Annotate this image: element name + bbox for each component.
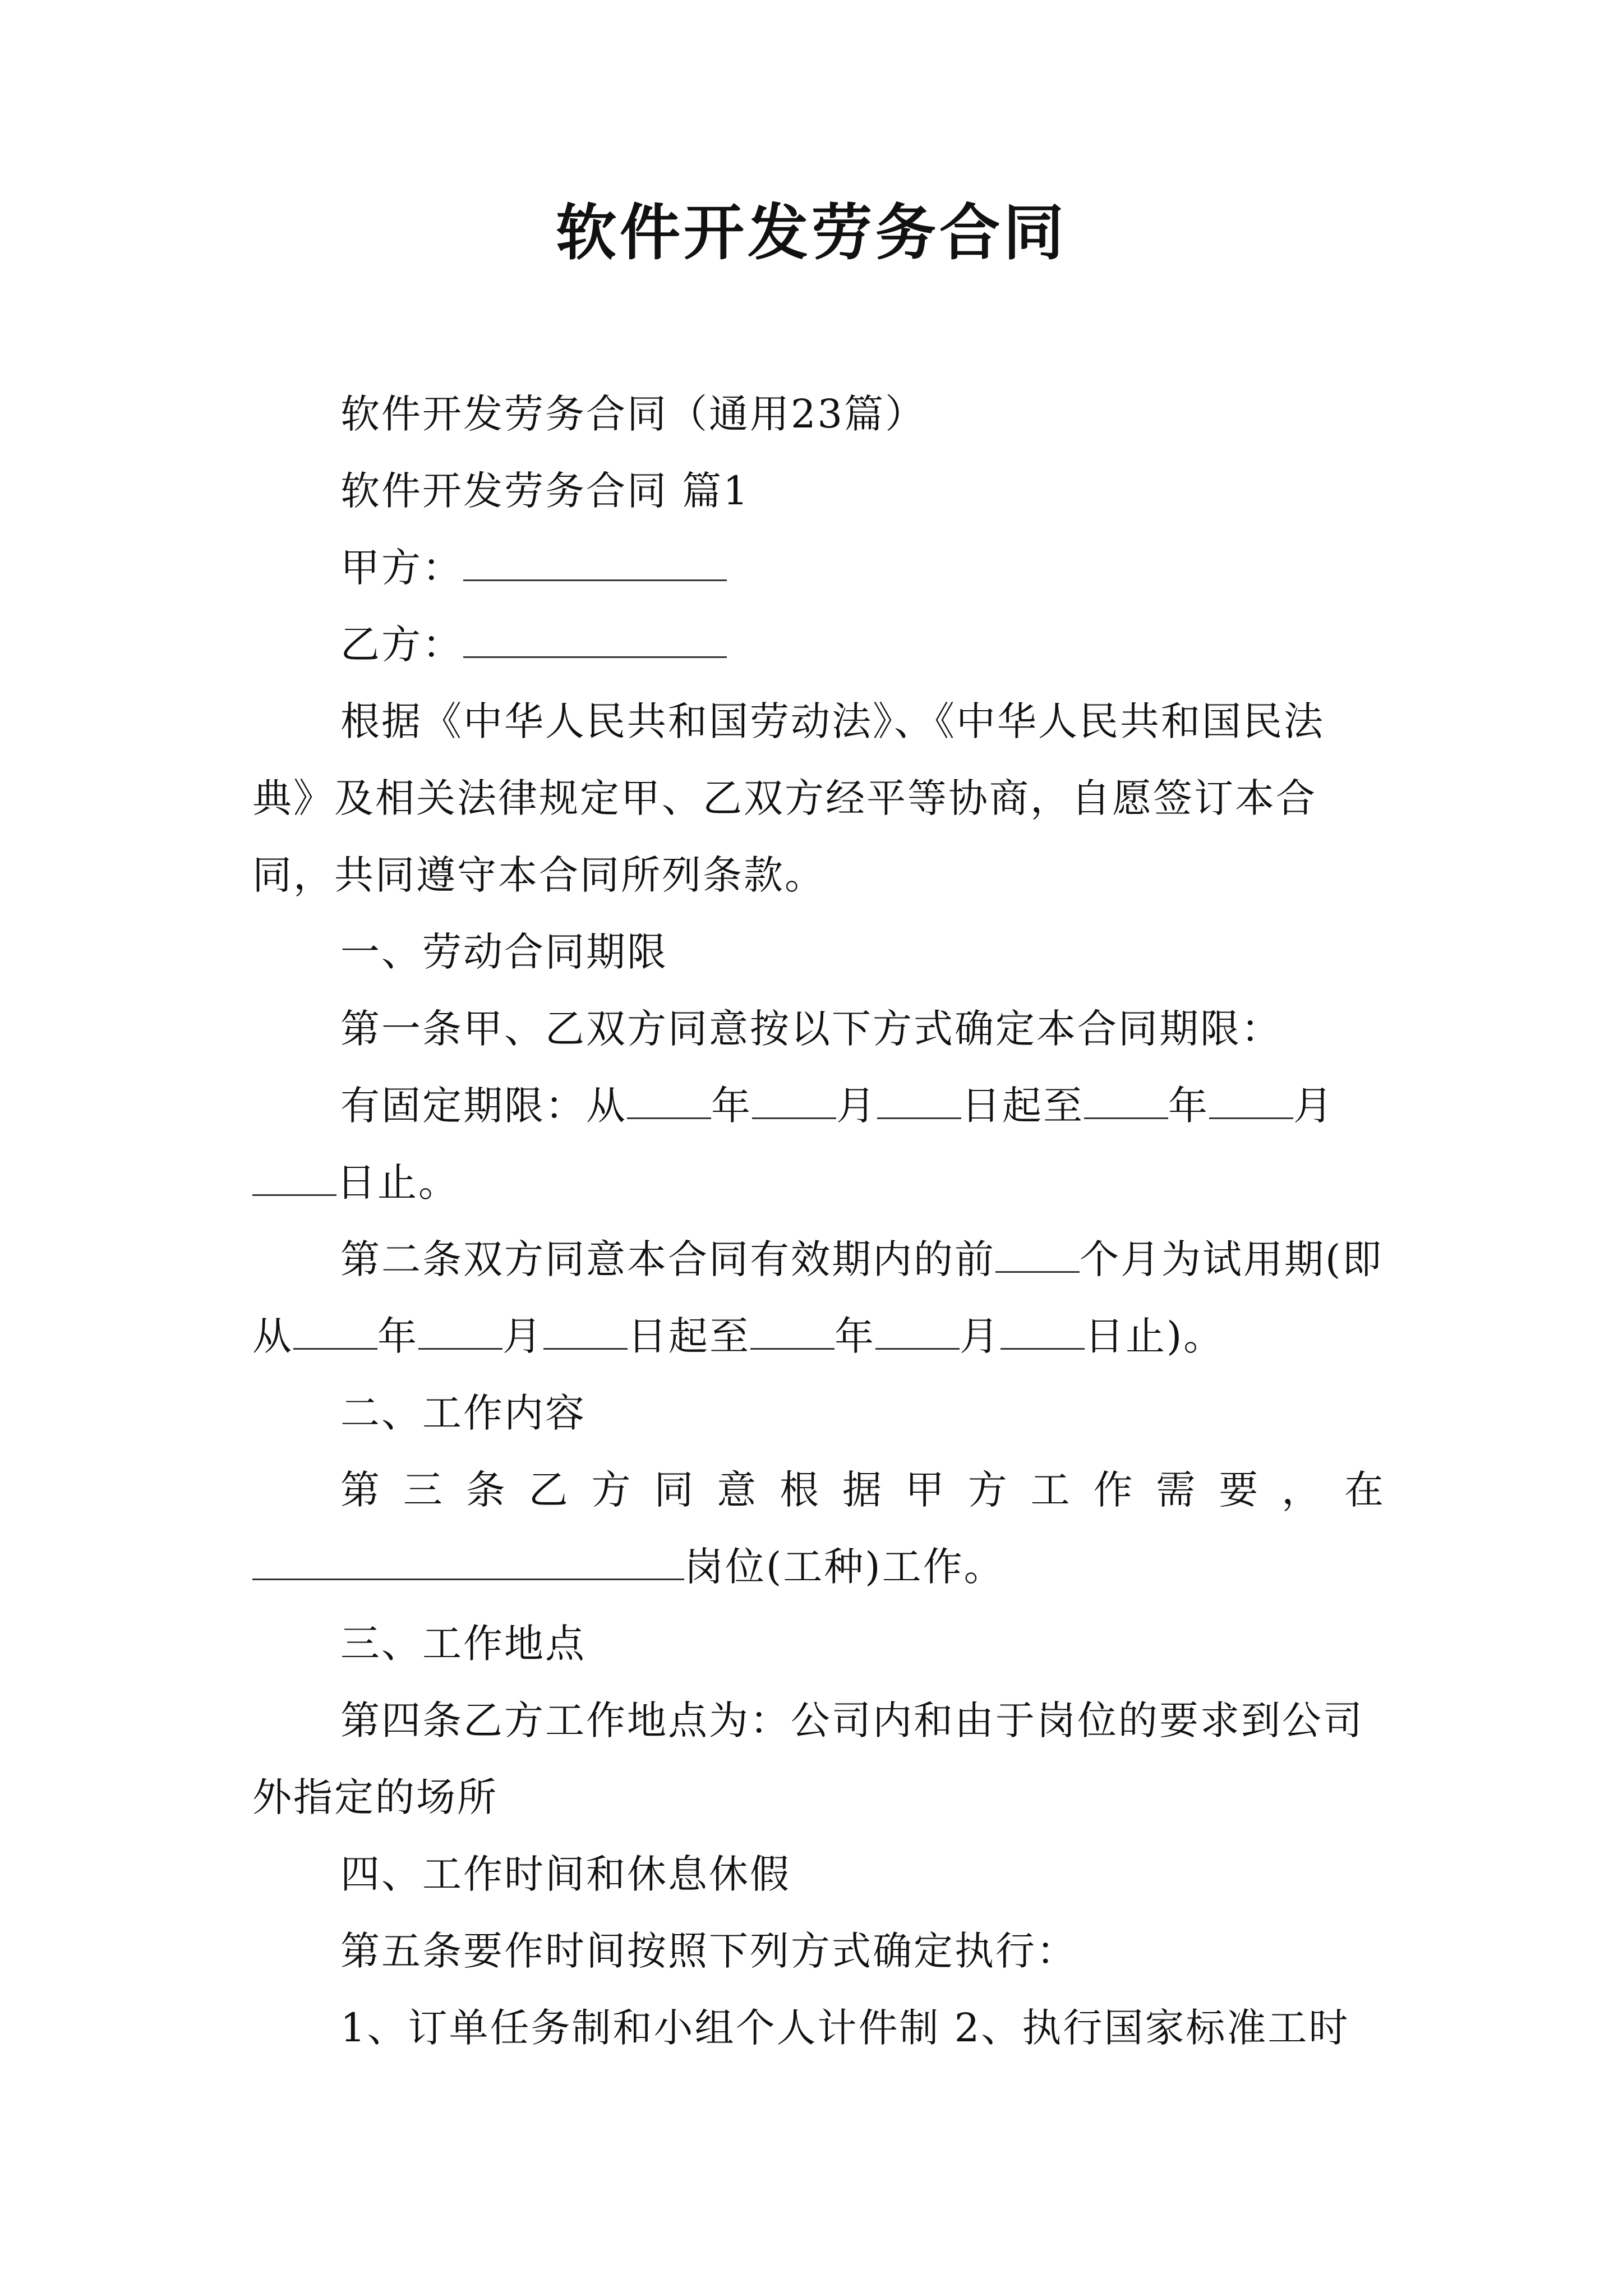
article-5: 第五条要作时间按照下列方式确定执行： — [340, 1928, 1077, 1974]
year-label: 年 — [711, 1083, 752, 1129]
blank-month — [418, 1317, 502, 1350]
party-a-blank — [463, 548, 727, 581]
article-3-line-2 — [252, 1529, 1385, 1605]
document-title: 软件开发劳务合同 — [555, 197, 1067, 268]
party-a-label: 甲方： — [340, 545, 463, 591]
until-label: 日止)。 — [1085, 1313, 1225, 1359]
from-to-label: 日起至 — [961, 1083, 1084, 1129]
from-to-label: 日起至 — [628, 1313, 750, 1359]
position-label: 岗位(工种)工作。 — [684, 1544, 1005, 1590]
blank-year — [293, 1317, 377, 1350]
heading-work-location: 三、工作地点 — [340, 1621, 586, 1667]
blank-month — [875, 1317, 960, 1350]
blank-month-end — [1209, 1086, 1293, 1119]
blank-year-end — [1084, 1086, 1168, 1119]
year-label: 年 — [834, 1313, 875, 1359]
fixed-term-from: 有固定期限：从 — [340, 1083, 627, 1129]
month-label: 月 — [836, 1083, 877, 1129]
year-label: 年 — [1168, 1083, 1209, 1129]
article-2-text-2: 个月为试用期(即从 — [252, 1236, 1384, 1359]
article-3-line-1: 第三条乙方同意根据甲方工作需要，在 — [340, 1467, 1385, 1513]
blank-year — [750, 1317, 834, 1350]
article-2-text: 第二条双方同意本合同有效期内的前 — [340, 1236, 995, 1282]
heading-work-content: 二、工作内容 — [340, 1390, 586, 1436]
blank-position — [252, 1547, 684, 1580]
blank-day — [1000, 1317, 1085, 1350]
month-label: 月 — [1293, 1083, 1334, 1129]
article-4: 第四条乙方工作地点为：公司内和由于岗位的要求到公司外指定的场所 — [252, 1697, 1364, 1820]
section-heading: 软件开发劳务合同 篇1 — [340, 468, 750, 514]
blank-month-start — [752, 1086, 836, 1119]
heading-contract-term: 一、劳动合同期限 — [340, 929, 668, 975]
blank-day-end — [252, 1163, 336, 1196]
article-2 — [252, 1221, 1385, 1375]
party-b-line — [252, 606, 1385, 683]
blank-probation-months — [995, 1240, 1080, 1273]
blank-year-start — [627, 1086, 711, 1119]
document-body — [252, 376, 1385, 2067]
article-1: 第一条甲、乙双方同意按以下方式确定本合同期限： — [340, 1006, 1282, 1052]
year-label: 年 — [377, 1313, 418, 1359]
blank-day — [543, 1317, 628, 1350]
heading-work-hours: 四、工作时间和休息休假 — [340, 1851, 791, 1897]
party-b-label: 乙方： — [340, 622, 463, 668]
subtitle: 软件开发劳务合同（通用23篇） — [340, 391, 926, 437]
until-label: 日止。 — [336, 1159, 459, 1205]
fixed-term-line — [252, 1068, 1385, 1221]
item-1: 1、订单任务制和小组个人计件制 2、执行国家标准工时 — [340, 2005, 1350, 2051]
intro-paragraph: 根据《中华人民共和国劳动法》、《中华人民共和国民法典》及相关法律规定甲、乙双方经平等协商，自愿签订本合同，共同遵守本合同所列条款。 — [252, 698, 1325, 898]
blank-day-start — [877, 1086, 961, 1119]
month-label: 月 — [960, 1313, 1000, 1359]
party-a-line — [252, 530, 1385, 606]
month-label: 月 — [502, 1313, 543, 1359]
party-b-blank — [463, 625, 727, 658]
